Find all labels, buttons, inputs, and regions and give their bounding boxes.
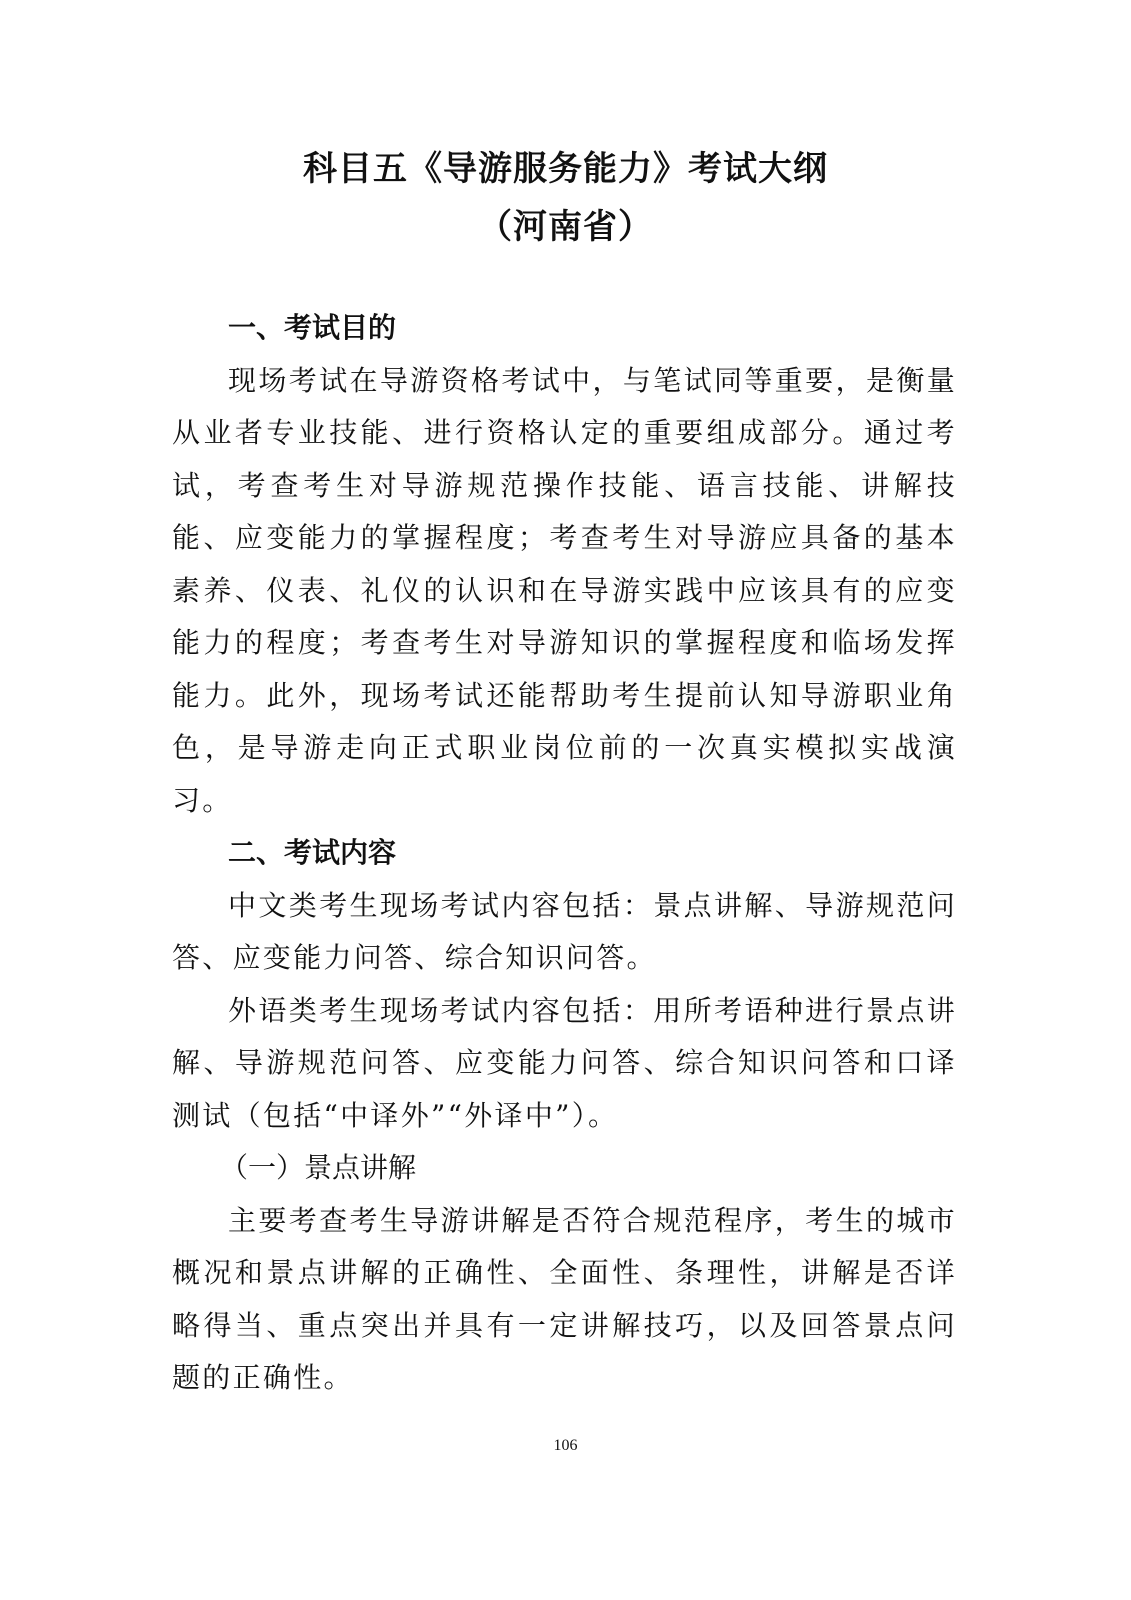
document-subtitle: （河南省）: [478, 207, 653, 247]
section-heading-content: 二、考试内容: [228, 836, 397, 869]
document-body: [172, 302, 957, 1405]
paragraph-chinese-candidates: 中文类考生现场考试内容包括：景点讲解、导游规范问答、应变能力问答、综合知识问答。: [172, 888, 957, 974]
document-title: 科目五《导游服务能力》考试大纲: [303, 149, 828, 189]
paragraph-scenic-commentary: 主要考查考生导游讲解是否符合规范程序，考生的城市概况和景点讲解的正确性、全面性、条理性，讲解是否详略得当、重点突出并具有一定讲解技巧，以及回答景点问题的正确性。: [172, 1203, 957, 1394]
section-heading-purpose: 一、考试目的: [228, 311, 397, 344]
subsection-heading-scenic-commentary: （一）景点讲解: [220, 1151, 417, 1184]
title-block: [0, 140, 1131, 256]
paragraph-purpose: 现场考试在导游资格考试中，与笔试同等重要，是衡量从业者专业技能、进行资格认定的重要组成部分。通过考试，考查考生对导游规范操作技能、语言技能、讲解技能、应变能力的掌握程度；考查考生对导游应具备的基本素养、仪表、礼仪的认识和在导游实践中应该具有的应变能力的程度；考查考生对导游知识的掌握程度和临场发挥能力。此外，现场考试还能帮助考生提前认知导游职业角色，是导游走向正式职业岗位前的一次真实模拟实战演习。: [172, 363, 957, 817]
page-number: 106: [553, 1437, 578, 1454]
paragraph-foreign-language-candidates: 外语类考生现场考试内容包括：用所考语种进行景点讲解、导游规范问答、应变能力问答、综合知识问答和口译测试（包括“中译外”“外译中”）。: [172, 993, 957, 1132]
